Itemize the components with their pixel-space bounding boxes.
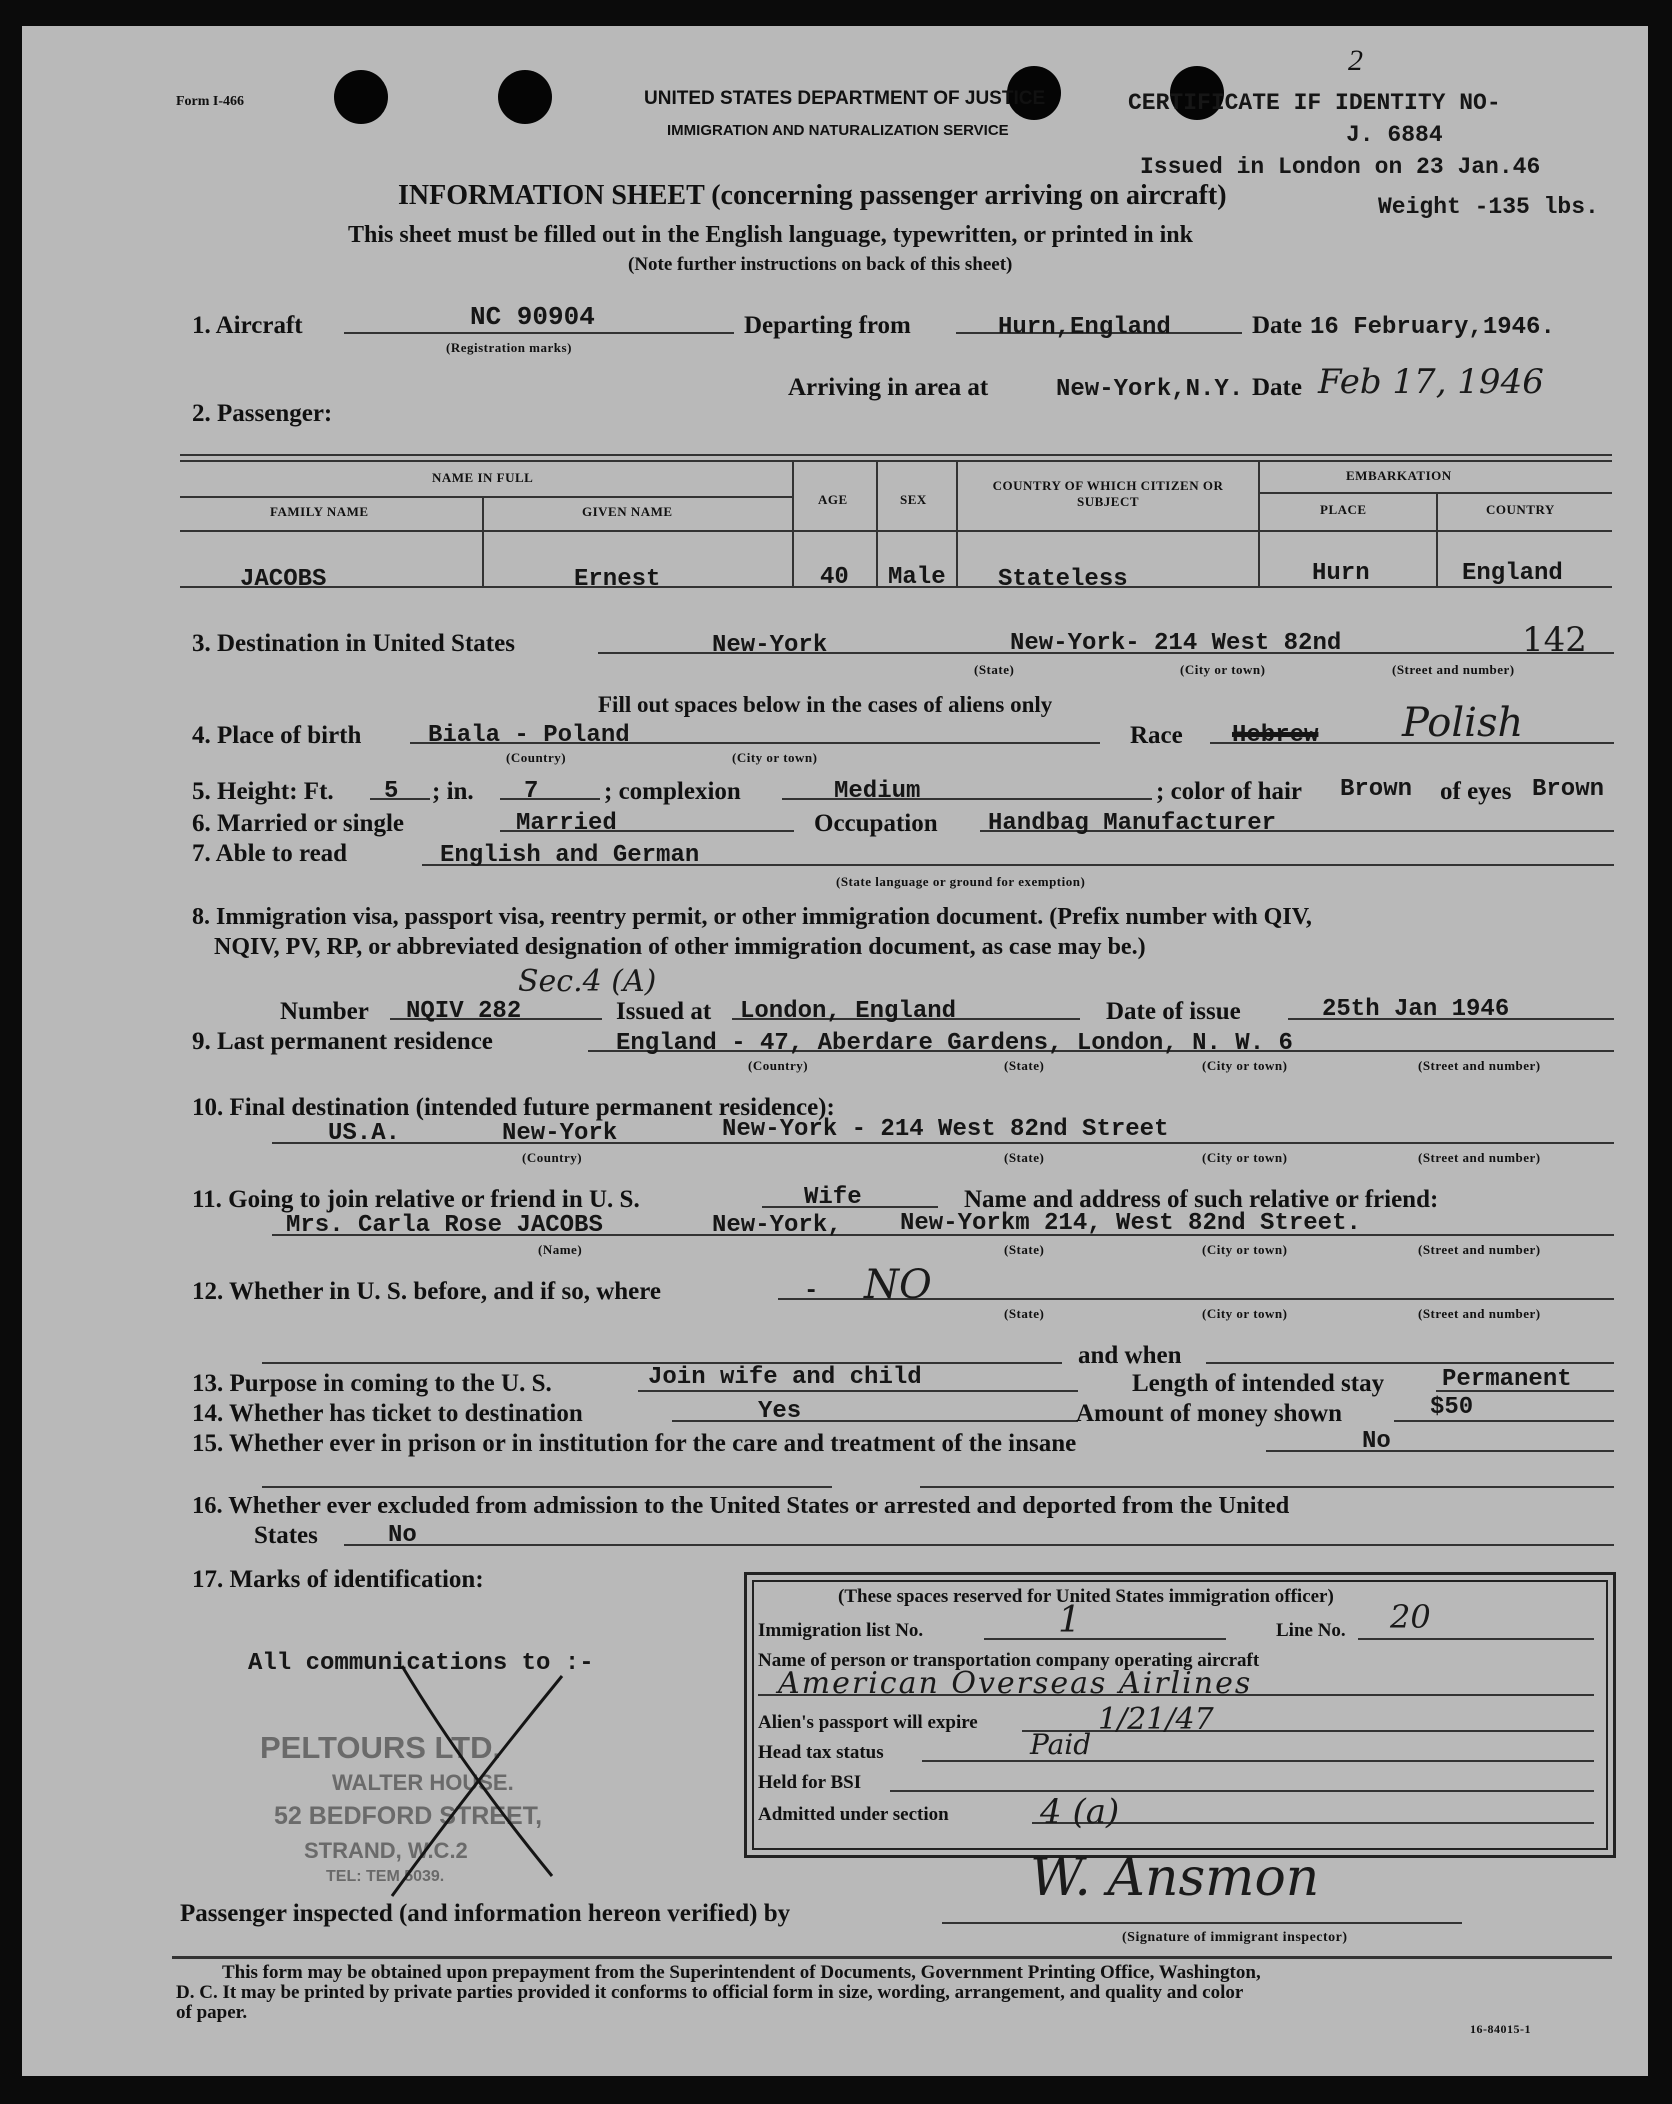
expire-value: 1/21/47	[1098, 1702, 1214, 1737]
cross-mark	[362, 1646, 582, 1906]
list-no-label: Immigration list No.	[758, 1620, 924, 1641]
signature-caption: (Signature of immigrant inspector)	[1122, 1930, 1348, 1945]
document-sheet	[22, 26, 1648, 2076]
cell-age: 40	[820, 564, 849, 591]
stamp-line-1: PELTOURS LTD.	[260, 1730, 502, 1765]
final-state: New-York	[502, 1120, 618, 1147]
join-label: 11. Going to join relative or friend in U. S.	[192, 1186, 640, 1213]
departing-label: Departing from	[744, 312, 911, 339]
col-age: AGE	[818, 492, 848, 507]
inspector-signature: W. Ansmon	[1030, 1848, 1320, 1908]
eyes-label: of eyes	[1440, 778, 1512, 805]
cell-family-name: JACOBS	[240, 566, 327, 593]
issue-date-value: 25th Jan 1946	[1322, 996, 1510, 1023]
caption-country: (Country)	[522, 1150, 583, 1165]
caption-state: (State)	[1004, 1058, 1045, 1073]
col-family-name: FAMILY NAME	[270, 504, 369, 519]
aircraft-value: NC 90904	[470, 302, 595, 332]
head-tax-label: Head tax status	[758, 1742, 884, 1763]
caption-country: (Country)	[748, 1058, 809, 1073]
read-caption: (State language or ground for exemption)	[836, 874, 1086, 889]
section-value: 4 (a)	[1040, 1792, 1120, 1832]
read-value: English and German	[440, 842, 700, 869]
relative-state: New-York,	[712, 1212, 842, 1239]
caption-state: (State)	[1004, 1242, 1045, 1257]
cell-citizen: Stateless	[998, 566, 1128, 593]
birth-value: Biala - Poland	[428, 722, 630, 749]
stay-value: Permanent	[1442, 1366, 1572, 1393]
footer-line-3: of paper.	[176, 2002, 248, 2023]
list-no-value: 1	[1058, 1600, 1081, 1641]
page-title: INFORMATION SHEET (concerning passenger arriving on aircraft)	[398, 180, 1227, 211]
departing-value: Hurn,England	[998, 314, 1171, 341]
caption-street: (Street and number)	[1392, 662, 1515, 677]
destination-city: New-York- 214 West 82nd	[1010, 630, 1342, 657]
arriving-value: New-York,N.Y.	[1056, 376, 1244, 403]
marks-label: 17. Marks of identification:	[192, 1566, 484, 1593]
occupation-value: Handbag Manufacturer	[988, 810, 1277, 837]
hair-value: Brown	[1340, 776, 1413, 803]
cell-given-name: Ernest	[574, 566, 661, 593]
form-code: 16-84015-1	[1470, 2022, 1531, 2036]
page-subtitle: This sheet must be filled out in the English language, typewritten, or printed in ink	[348, 222, 1193, 248]
join-value: Wife	[804, 1184, 862, 1211]
certificate-line-1: CERTIFICATE IF IDENTITY NO-	[1128, 90, 1501, 116]
col-name-in-full: NAME IN FULL	[432, 470, 534, 485]
caption-state: (State)	[1004, 1306, 1045, 1321]
final-destination-label: 10. Final destination (intended future permanent residence):	[192, 1094, 835, 1121]
cell-sex: Male	[888, 564, 946, 591]
caption-street: (Street and number)	[1418, 1306, 1541, 1321]
head-tax-value: Paid	[1030, 1728, 1092, 1761]
race-handwritten: Polish	[1402, 700, 1524, 746]
issued-value: London, England	[740, 998, 957, 1025]
complexion-value: Medium	[834, 778, 921, 805]
occupation-label: Occupation	[814, 810, 938, 837]
excluded-line-2: States	[254, 1522, 318, 1549]
date-label: Date	[1252, 312, 1302, 339]
caption-city: (City or town)	[1202, 1058, 1288, 1073]
and-when-label: and when	[1078, 1342, 1182, 1369]
caption-city: (City or town)	[1202, 1242, 1288, 1257]
destination-label: 3. Destination in United States	[192, 630, 515, 657]
height-in: 7	[524, 778, 539, 805]
name-address-label: Name and address of such relative or friend:	[964, 1186, 1439, 1213]
punch-hole-1	[334, 70, 388, 124]
date-value: 16 February,1946.	[1310, 314, 1555, 341]
passenger-label: 2. Passenger:	[192, 400, 333, 427]
company-label: Name of person or transportation company operating aircraft	[758, 1650, 1260, 1671]
inches-label: ; in.	[432, 778, 474, 805]
money-label: Amount of money shown	[1076, 1400, 1343, 1427]
col-given-name: GIVEN NAME	[582, 504, 673, 519]
caption-city: (City or town)	[732, 750, 818, 765]
race-struck: Hebrew	[1232, 722, 1319, 749]
col-embarkation: EMBARKATION	[1346, 468, 1452, 483]
final-country: US.A.	[328, 1120, 401, 1147]
excluded-value: No	[388, 1522, 417, 1549]
ticket-label: 14. Whether has ticket to destination	[192, 1400, 583, 1427]
before-dash: -	[804, 1278, 819, 1305]
height-label: 5. Height: Ft.	[192, 778, 334, 805]
stay-label: Length of intended stay	[1132, 1370, 1385, 1397]
birth-label: 4. Place of birth	[192, 722, 362, 749]
number-value: NQIV 282	[406, 998, 522, 1025]
stamp-line-2: WALTER HOUSE.	[332, 1770, 514, 1795]
line-no-value: 20	[1390, 1598, 1431, 1636]
cell-place: Hurn	[1312, 560, 1370, 587]
caption-city: (City or town)	[1202, 1150, 1288, 1165]
height-ft: 5	[384, 778, 399, 805]
caption-name: (Name)	[538, 1242, 583, 1257]
date2-value: Feb 17, 1946	[1318, 362, 1544, 402]
destination-state: New-York	[712, 632, 828, 659]
caption-city: (City or town)	[1180, 662, 1266, 677]
issue-date-label: Date of issue	[1106, 998, 1241, 1025]
footer-line-2: D. C. It may be printed by private parties provided it conforms to official form in size, wording, arrangement, and quality and color	[176, 1982, 1244, 2003]
officer-box-title: (These spaces reserved for United States immigration officer)	[838, 1586, 1334, 1607]
visa-line-1: 8. Immigration visa, passport visa, reentry permit, or other immigration document. (Prefix number with QIV,	[192, 904, 1312, 930]
purpose-value: Join wife and child	[648, 1364, 922, 1391]
stamp-line-4: STRAND, W.C.2	[304, 1838, 468, 1863]
certificate-line-4: Weight -135 lbs.	[1378, 194, 1599, 220]
money-value: $50	[1430, 1394, 1474, 1421]
aircraft-label: 1. Aircraft	[192, 312, 303, 339]
prison-value: No	[1362, 1428, 1391, 1455]
complexion-label: ; complexion	[604, 778, 741, 805]
dept-line-1: UNITED STATES DEPARTMENT OF JUSTICE	[644, 88, 1046, 109]
before-label: 12. Whether in U. S. before, and if so, where	[192, 1278, 661, 1305]
company-value: American Overseas Airlines	[778, 1666, 1253, 1701]
registration-caption: (Registration marks)	[446, 340, 572, 355]
cell-country: England	[1462, 560, 1563, 587]
caption-country: (Country)	[506, 750, 567, 765]
col-sex: SEX	[900, 492, 927, 507]
form-number: Form I-466	[176, 94, 245, 109]
excluded-line-1: 16. Whether ever excluded from admission to the United States or arrested and deported from the United	[192, 1492, 1290, 1519]
caption-state: (State)	[974, 662, 1015, 677]
hair-label: ; color of hair	[1156, 778, 1303, 805]
annotation-mark: 2	[1348, 44, 1363, 77]
inspection-label: Passenger inspected (and information hereon verified) by	[180, 1900, 791, 1927]
dept-line-2: IMMIGRATION AND NATURALIZATION SERVICE	[667, 122, 1009, 139]
page-note: (Note further instructions on back of this sheet)	[628, 254, 1013, 275]
eyes-value: Brown	[1532, 776, 1605, 803]
punch-hole-2	[498, 70, 552, 124]
stamp-line-3: 52 BEDFORD STREET,	[274, 1802, 543, 1830]
caption-street: (Street and number)	[1418, 1150, 1541, 1165]
caption-street: (Street and number)	[1418, 1242, 1541, 1257]
number-label: Number	[280, 998, 369, 1025]
aliens-heading: Fill out spaces below in the cases of aliens only	[598, 692, 1053, 717]
caption-city: (City or town)	[1202, 1306, 1288, 1321]
destination-number: 142	[1522, 620, 1587, 660]
relative-name: Mrs. Carla Rose JACOBS	[286, 1212, 603, 1239]
issued-label: Issued at	[616, 998, 712, 1025]
relative-rest: New-Yorkm 214, West 82nd Street.	[900, 1210, 1361, 1237]
date2-label: Date	[1252, 374, 1302, 401]
certificate-line-2: J. 6884	[1346, 122, 1443, 148]
col-place: PLACE	[1320, 502, 1367, 517]
residence-value: England - 47, Aberdare Gardens, London, N. W. 6	[616, 1030, 1293, 1057]
before-handwritten: NO	[864, 1262, 932, 1308]
bsi-label: Held for BSI	[758, 1772, 862, 1793]
final-rest: New-York - 214 West 82nd Street	[722, 1116, 1169, 1143]
race-label: Race	[1130, 722, 1183, 749]
visa-line-2: NQIV, PV, RP, or abbreviated designation of other immigration document, as case may be.)	[214, 934, 1146, 960]
prison-label: 15. Whether ever in prison or in institution for the care and treatment of the insane	[192, 1430, 1077, 1457]
certificate-line-3: Issued in London on 23 Jan.46	[1140, 154, 1541, 180]
purpose-label: 13. Purpose in coming to the U. S.	[192, 1370, 552, 1397]
section-label: Admitted under section	[758, 1804, 949, 1825]
married-value: Married	[516, 810, 617, 837]
arriving-label: Arriving in area at	[788, 374, 989, 401]
read-label: 7. Able to read	[192, 840, 348, 867]
caption-street: (Street and number)	[1418, 1058, 1541, 1073]
residence-label: 9. Last permanent residence	[192, 1028, 493, 1055]
col-emb-country: COUNTRY	[1486, 502, 1555, 517]
footer-line-1: This form may be obtained upon prepayment from the Superintendent of Documents, Government Printing Office, Washington,	[222, 1962, 1261, 1983]
line-no-label: Line No.	[1276, 1620, 1346, 1641]
ticket-value: Yes	[758, 1398, 802, 1425]
communications-label: All communications to :-	[248, 1650, 594, 1677]
married-label: 6. Married or single	[192, 810, 404, 837]
stamp-line-5: TEL: TEM 5039.	[326, 1868, 445, 1885]
caption-state: (State)	[1004, 1150, 1045, 1165]
col-citizen: COUNTRY OF WHICH CITIZEN OR SUBJECT	[992, 478, 1224, 509]
expire-label: Alien's passport will expire	[758, 1712, 978, 1733]
visa-hand-note: Sec.4 (A)	[518, 964, 657, 999]
